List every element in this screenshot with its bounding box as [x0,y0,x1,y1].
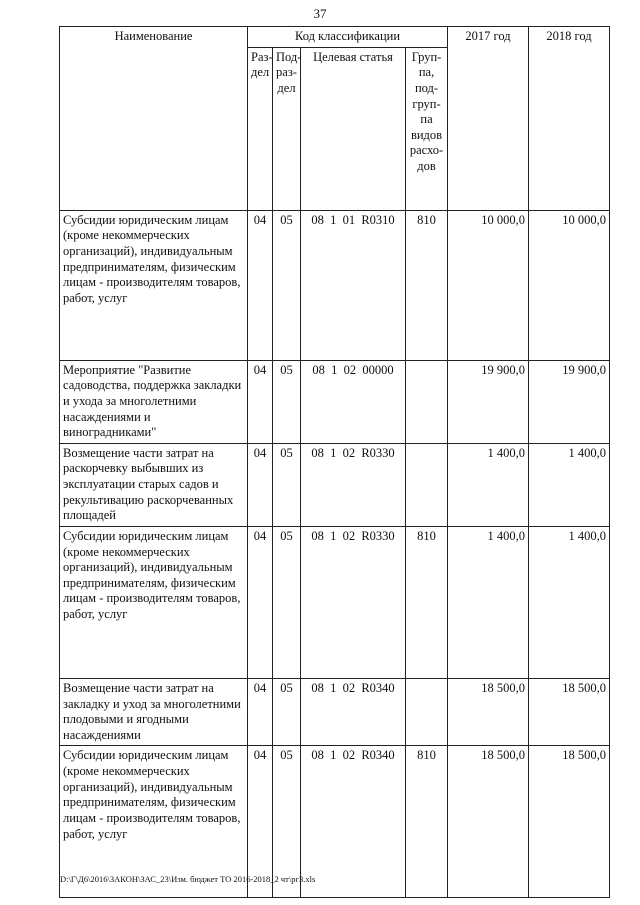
row-target: 08 1 02 00000 [301,360,406,443]
row-group: 810 [406,526,448,678]
row-section: 04 [248,210,273,360]
table-row [60,526,610,678]
header-row-1 [60,27,610,48]
row-subsection: 05 [273,443,301,526]
row-section: 04 [248,443,273,526]
row-2017: 1 400,0 [448,443,529,526]
table-row [60,443,610,526]
header-expense-group: Груп- па, под- груп- па видов расхо- дов [406,47,448,210]
row-group [406,678,448,746]
row-2018: 10 000,0 [529,210,610,360]
row-name: Субсидии юридическим лицам (кроме некоммерческих организаций), индивидуальным предпринимателям, физическим лицам - производителям товаров, работ, услуг [60,526,248,678]
row-target: 08 1 02 R0340 [301,678,406,746]
budget-table [59,26,610,898]
row-target: 08 1 01 R0310 [301,210,406,360]
row-target: 08 1 02 R0330 [301,526,406,678]
row-2017: 19 900,0 [448,360,529,443]
row-name: Субсидии юридическим лицам (кроме некоммерческих организаций), индивидуальным предпринимателям, физическим лицам - производителям товаров, работ, услуг [60,210,248,360]
header-year-2017: 2017 год [448,27,529,211]
row-section: 04 [248,526,273,678]
row-group [406,360,448,443]
row-subsection: 05 [273,210,301,360]
row-name: Субсидии юридическим лицам (кроме некоммерческих организаций), индивидуальным предпринимателям, физическим лицам - производителям товаров, работ, услуг [60,746,248,898]
row-subsection: 05 [273,678,301,746]
row-section: 04 [248,678,273,746]
row-group [406,443,448,526]
row-2017: 10 000,0 [448,210,529,360]
row-2017: 18 500,0 [448,678,529,746]
row-group: 810 [406,210,448,360]
row-section: 04 [248,746,273,898]
row-subsection: 05 [273,746,301,898]
header-year-2018: 2018 год [529,27,610,211]
footer-file-path: D:\Г\Д6\2016\ЗАКОН\ЗАС_23\Изм. бюджет ТО 2016-2018_2 чт\рг3.xls [60,874,316,884]
row-subsection: 05 [273,526,301,678]
row-subsection: 05 [273,360,301,443]
row-section: 04 [248,360,273,443]
header-section: Раз- дел [248,47,273,210]
header-target: Целевая статья [301,47,406,210]
row-group: 810 [406,746,448,898]
header-subsection: Под- раз- дел [273,47,301,210]
table-row [60,678,610,746]
page-number: 37 [313,6,327,21]
header-code-group: Код классификации [248,27,448,48]
row-target: 08 1 02 R0340 [301,746,406,898]
row-2018: 1 400,0 [529,526,610,678]
row-2018: 1 400,0 [529,443,610,526]
row-target: 08 1 02 R0330 [301,443,406,526]
table-row [60,210,610,360]
table-row [60,360,610,443]
row-name: Мероприятие "Развитие садоводства, поддержка закладки и ухода за многолетними насаждениями и виноградниками" [60,360,248,443]
row-2017: 18 500,0 [448,746,529,898]
row-name: Возмещение части затрат на раскорчевку выбывших из эксплуатации старых садов и рекультивацию раскорчеванных площадей [60,443,248,526]
row-2017: 1 400,0 [448,526,529,678]
row-2018: 19 900,0 [529,360,610,443]
row-name: Возмещение части затрат на закладку и уход за многолетними плодовыми и ягодными насаждениями [60,678,248,746]
row-2018: 18 500,0 [529,678,610,746]
row-2018: 18 500,0 [529,746,610,898]
header-name: Наименование [60,27,248,211]
